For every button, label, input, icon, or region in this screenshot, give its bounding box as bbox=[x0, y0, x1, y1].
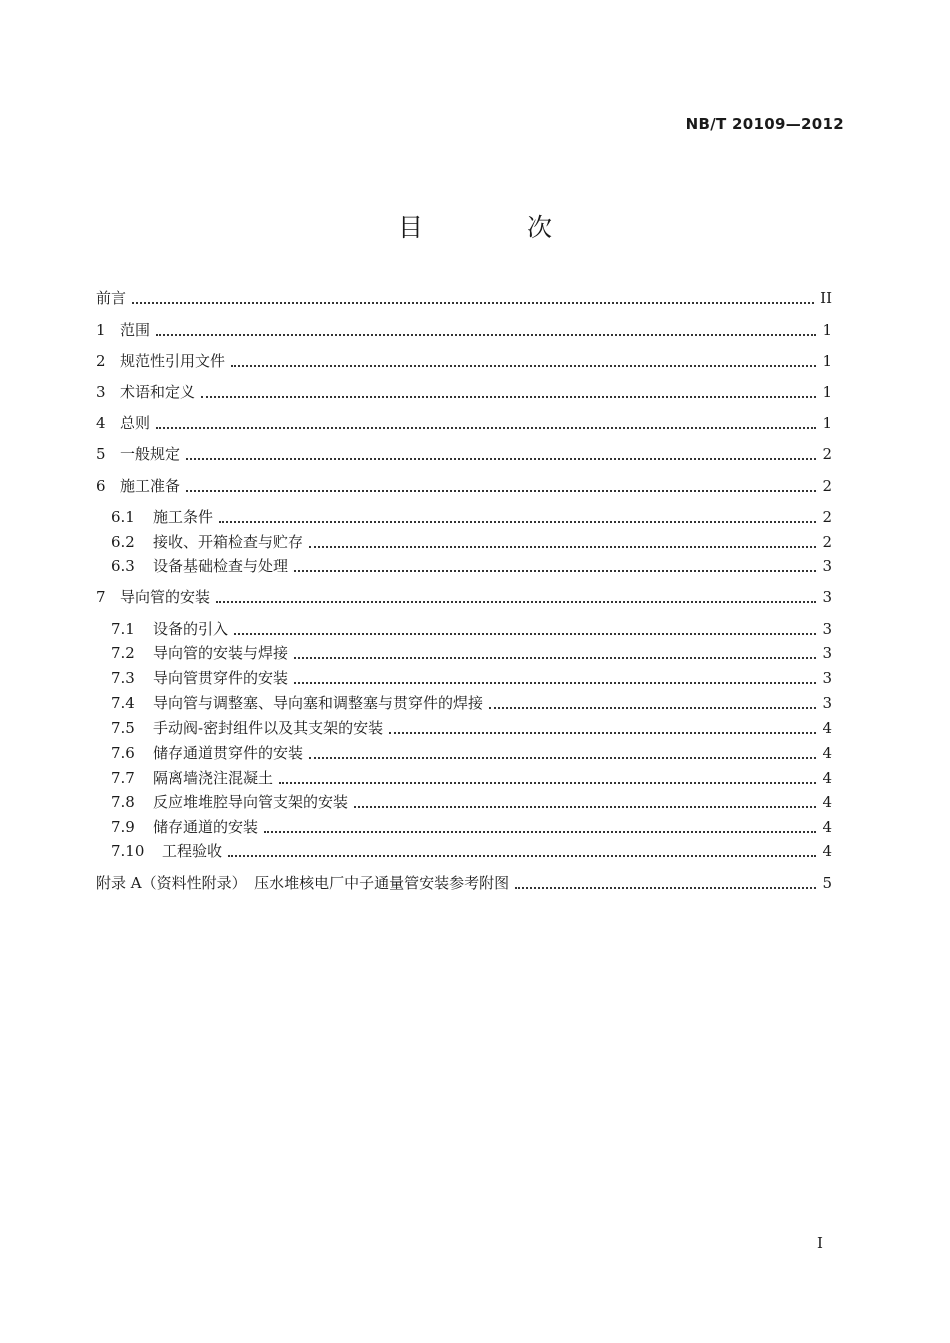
toc-number: 7.4 bbox=[111, 694, 135, 712]
toc-leader bbox=[201, 396, 816, 398]
toc-leader bbox=[216, 601, 816, 603]
toc-label: 导向管贯穿件的安装 bbox=[153, 669, 289, 687]
toc-number: 7.5 bbox=[111, 719, 135, 737]
toc-page: 3 bbox=[822, 620, 832, 638]
toc-page: 4 bbox=[822, 818, 832, 836]
toc-leader bbox=[156, 334, 816, 336]
toc-entry-3[interactable] bbox=[96, 381, 832, 403]
toc-page: 4 bbox=[822, 769, 832, 787]
toc-number: 4 bbox=[96, 414, 106, 432]
toc-leader bbox=[264, 831, 816, 833]
toc-entry-7-10[interactable] bbox=[111, 840, 832, 862]
toc-page: 2 bbox=[822, 477, 832, 495]
toc-number: 1 bbox=[96, 321, 106, 339]
toc-label: 一般规定 bbox=[120, 445, 181, 463]
toc-page: 3 bbox=[822, 644, 832, 662]
toc-page: 1 bbox=[822, 321, 832, 339]
toc-label: 导向管与调整塞、导向塞和调整塞与贯穿件的焊接 bbox=[153, 694, 484, 712]
toc-entry-7-6[interactable] bbox=[111, 742, 832, 764]
toc-leader bbox=[309, 546, 816, 548]
toc-entry-7-8[interactable] bbox=[111, 791, 832, 813]
toc-leader bbox=[132, 302, 814, 304]
toc-page: II bbox=[820, 289, 832, 307]
toc-label: 手动阀-密封组件以及其支架的安装 bbox=[153, 719, 384, 737]
toc-leader bbox=[294, 570, 816, 572]
toc-page: 2 bbox=[822, 533, 832, 551]
toc-number: 6 bbox=[96, 477, 106, 495]
toc-leader bbox=[234, 633, 816, 635]
toc-page: 3 bbox=[822, 694, 832, 712]
toc-entry-appendix-a[interactable] bbox=[96, 872, 832, 894]
toc-label: 规范性引用文件 bbox=[120, 352, 226, 370]
toc-entry-7-2[interactable] bbox=[111, 642, 832, 664]
toc-number: 5 bbox=[96, 445, 106, 463]
toc-number: 7.2 bbox=[111, 644, 135, 662]
toc-entry-6-1[interactable] bbox=[111, 506, 832, 528]
toc-number: 6.3 bbox=[111, 557, 135, 575]
toc-number: 7.7 bbox=[111, 769, 135, 787]
toc-leader bbox=[156, 427, 816, 429]
toc-label: 附录 A（资料性附录） 压水堆核电厂中子通量管安装参考附图 bbox=[96, 874, 510, 892]
toc-number: 7.3 bbox=[111, 669, 135, 687]
toc-leader bbox=[309, 757, 816, 759]
toc-label: 反应堆堆腔导向管支架的安装 bbox=[153, 793, 349, 811]
toc-title: 目 次 bbox=[398, 213, 600, 242]
toc-label: 储存通道贯穿件的安装 bbox=[153, 744, 304, 762]
toc-label: 术语和定义 bbox=[120, 383, 196, 401]
toc-label: 施工准备 bbox=[120, 477, 181, 495]
toc-entry-7-1[interactable] bbox=[111, 618, 832, 640]
toc-label: 储存通道的安装 bbox=[153, 818, 259, 836]
toc-label: 导向管的安装 bbox=[120, 588, 211, 606]
toc-page: 3 bbox=[822, 557, 832, 575]
toc-label: 导向管的安装与焊接 bbox=[153, 644, 289, 662]
toc-entry-foreword[interactable] bbox=[96, 287, 832, 309]
toc-entry-1[interactable] bbox=[96, 319, 832, 341]
page-number: I bbox=[817, 1234, 823, 1252]
toc-label: 范围 bbox=[120, 321, 151, 339]
toc-entry-7-7[interactable] bbox=[111, 767, 832, 789]
toc-number: 7 bbox=[96, 588, 106, 606]
toc-entry-4[interactable] bbox=[96, 412, 832, 434]
toc-page: 3 bbox=[822, 588, 832, 606]
toc-page: 1 bbox=[822, 352, 832, 370]
toc-page: 2 bbox=[822, 508, 832, 526]
toc-leader bbox=[186, 458, 816, 460]
toc-entry-7-4[interactable] bbox=[111, 692, 832, 714]
toc-page: 1 bbox=[822, 383, 832, 401]
toc-number: 3 bbox=[96, 383, 106, 401]
toc-label: 隔离墙浇注混凝土 bbox=[153, 769, 274, 787]
toc-number: 7.1 bbox=[111, 620, 135, 638]
toc-leader bbox=[219, 521, 816, 523]
toc-page: 5 bbox=[822, 874, 832, 892]
toc-page: 4 bbox=[822, 842, 832, 860]
toc-label: 工程验收 bbox=[162, 842, 223, 860]
toc-page: 4 bbox=[822, 793, 832, 811]
toc-label: 接收、开箱检查与贮存 bbox=[153, 533, 304, 551]
toc-page: 2 bbox=[822, 445, 832, 463]
toc-label: 设备基础检查与处理 bbox=[153, 557, 289, 575]
toc-entry-2[interactable] bbox=[96, 350, 832, 372]
toc-number: 7.10 bbox=[111, 842, 145, 860]
toc-page: 3 bbox=[822, 669, 832, 687]
toc-page: 4 bbox=[822, 719, 832, 737]
toc-number: 7.9 bbox=[111, 818, 135, 836]
toc-number: 6.2 bbox=[111, 533, 135, 551]
toc-entry-7-3[interactable] bbox=[111, 667, 832, 689]
toc-entry-6-3[interactable] bbox=[111, 555, 832, 577]
toc-page: 4 bbox=[822, 744, 832, 762]
toc-entry-7-5[interactable] bbox=[111, 717, 832, 739]
toc-entry-6-2[interactable] bbox=[111, 531, 832, 553]
toc-leader bbox=[515, 887, 816, 889]
document-number: NB/T 20109—2012 bbox=[685, 115, 844, 133]
toc-leader bbox=[231, 365, 816, 367]
toc-entry-7-9[interactable] bbox=[111, 816, 832, 838]
toc-leader bbox=[294, 682, 816, 684]
toc-page: 1 bbox=[822, 414, 832, 432]
toc-entry-6[interactable] bbox=[96, 475, 832, 497]
toc-entry-7[interactable] bbox=[96, 586, 832, 608]
toc-label: 设备的引入 bbox=[153, 620, 229, 638]
toc-leader bbox=[354, 806, 816, 808]
toc-leader bbox=[294, 657, 816, 659]
toc-label: 总则 bbox=[120, 414, 151, 432]
toc-entry-5[interactable] bbox=[96, 443, 832, 465]
toc-number: 7.6 bbox=[111, 744, 135, 762]
toc-leader bbox=[389, 732, 816, 734]
toc-leader bbox=[186, 490, 816, 492]
toc-leader bbox=[228, 855, 816, 857]
toc-label: 施工条件 bbox=[153, 508, 214, 526]
toc-leader bbox=[279, 782, 816, 784]
toc-label: 前言 bbox=[96, 289, 127, 307]
toc-number: 7.8 bbox=[111, 793, 135, 811]
toc-leader bbox=[489, 707, 816, 709]
toc-number: 6.1 bbox=[111, 508, 135, 526]
toc-number: 2 bbox=[96, 352, 106, 370]
